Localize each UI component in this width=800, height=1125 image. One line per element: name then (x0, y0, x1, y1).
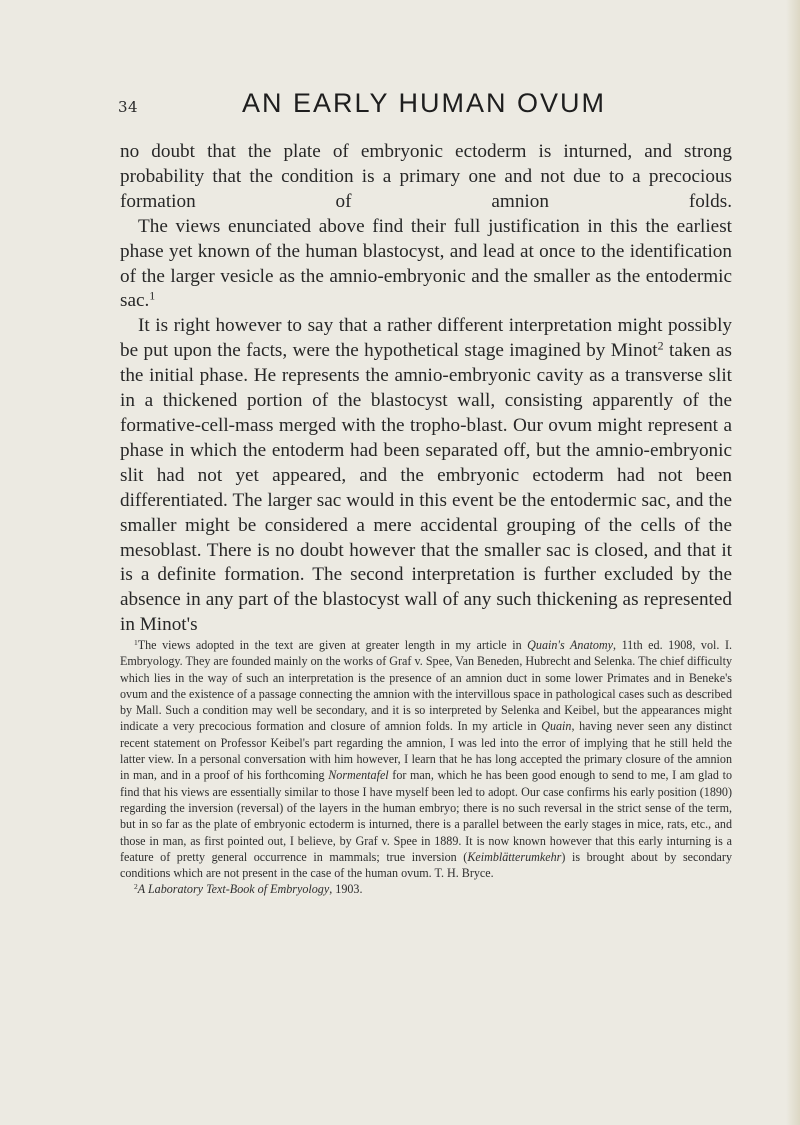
footnote-1 (120, 637, 732, 881)
footnotes (120, 637, 732, 898)
running-title: AN EARLY HUMAN OVUM (241, 88, 607, 118)
paragraph-2 (120, 215, 732, 315)
footnote-1-text-d: for man, which he has been good enough to send to me, I am glad to find that his views are essentially similar to those I have myself been led to adopt. Our case confirms his early position (1890) regarding the inversion (reversal) of the layers in the human embryo; there is no such reversal in the strict sense of the term, but in so far as the plate of embryonic ectoderm is inturned, there is a parallel between the early stages in mice, rats, etc., and those in man, as first pointed out, I believe, by Graf v. Spee in 1889. It is now known however that this early inturning is a feature of pretty general occurrence in mammals; true inversion ( (120, 768, 732, 864)
footnote-1-text-b: , 11th ed. 1908, vol. I. Embryology. They are founded mainly on the works of Graf v. Spee, Van Beneden, Hubrecht and Selenka. The chief difficulty which lies in the way of such an interpretation is the presence of an amnion duct in some lower Primates and in Beneke's ovum and the existence of a passage connecting the amnion with the intervillous space in pathological cases such as described by Mall. Such a condition may well be secondary, and it is so interpreted by Selenka and Keibel, but the appearances might indicate a very precocious formation and closure of amnion folds. In my article in (120, 638, 732, 734)
footnote-2-mark: 2 (134, 882, 138, 892)
footnote-1-mark: 1 (134, 637, 138, 647)
footnote-ref-2: 2 (657, 338, 664, 353)
footnote-ref-1: 1 (149, 288, 156, 303)
paragraph-3-text-a: It is right however to say that a rather different interpretation might possibly be put upon the facts, were the hypothetical stage imagined by Minot (120, 315, 732, 362)
footnote-2-title: A Laboratory Text-Book of Embryology (137, 882, 330, 897)
paragraph-3 (120, 314, 732, 638)
footnote-1-text-c: , having never seen any distinct recent statement on Professor Keibel's part regarding the amnion, I was led into the error of implying that he still held the latter view. In a personal conversation with him however, I learn that he has long accepted the primary closure of the amnion in man, and in a proof of his forthcoming (120, 719, 732, 783)
running-head (118, 88, 730, 124)
footnote-1-quain-anatomy: Quain's Anatomy (527, 638, 614, 652)
page-edge-shading (786, 0, 800, 1125)
paragraph-1 (120, 140, 732, 215)
footnote-1-text-a: The views adopted in the text are given at greater length in my article in (137, 638, 528, 652)
paragraph-3-text-b: taken as the initial phase. He represents the amnio-embryonic cavity as a transverse slit in a thickened portion of the blastocyst wall, consisting apparently of the formative-cell-mass merged with the tropho-blast. Our ovum might represent a phase in which the entoderm had been separated off, but the amnio-embryonic slit had not yet appeared, and the embryonic ectoderm had not been differentiated. The larger sac would in this event be the entodermic sac, and the smaller might be considered a mere accidental grouping of the cells of the mesoblast. There is no doubt however that the smaller sac is closed, and that it is a definite formation. The second interpretation is further excluded by the absence in any part of the blastocyst wall of any such thickening as represented in Minot's (120, 340, 732, 636)
footnote-1-text-e: ) is brought about by secondary conditions which are not present in the case of the human ovum. T. H. Bryce. (120, 849, 732, 881)
page-number: 34 (118, 98, 139, 116)
footnote-2-text: , 1903. (329, 882, 363, 897)
paragraph-2-text: The views enunciated above find their full justification in this the earliest phase yet known of the human blastocyst, and lead at once to the identification of the larger vesicle as the amnio-embryonic and the smaller as the entodermic sac. (120, 215, 732, 312)
footnote-1-keimblatter: Keimblätterumkehr (467, 849, 562, 864)
body-text (120, 140, 732, 638)
footnote-1-quain: Quain (541, 719, 572, 734)
paragraph-1-text: no doubt that the plate of embryonic ectoderm is inturned, and strong probability that the condition is a primary one and not due to a precocious formation of amnion folds. (120, 141, 732, 212)
footnote-1-normentafel: Normentafel (328, 768, 389, 783)
footnote-2 (120, 881, 732, 897)
